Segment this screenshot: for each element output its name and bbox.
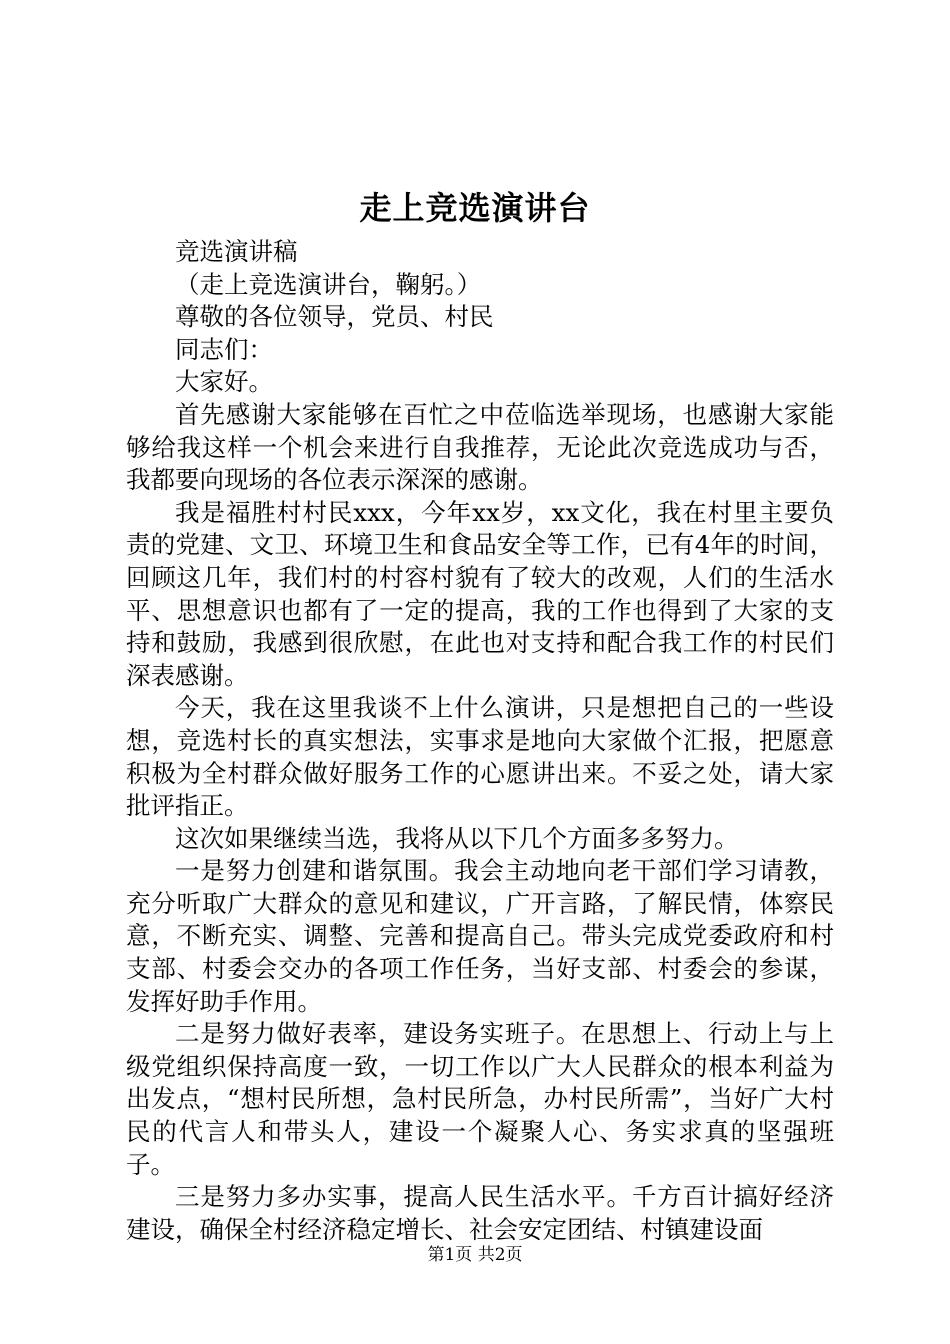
paragraph-heading: 竞选演讲稿 (175, 237, 298, 266)
paragraph-point-two: 二是努力做好表率，建设务实班子。在思想上、行动上与上级党组织保持高度一致，一切工作以广大人民群众的根本利益为出发点，“想村民所想，急村民所急，办村民所需”，当好广大村民的代言人和带头人，建设一个凝聚人心、务实求真的坚强班子。 (126, 1019, 834, 1179)
document-body (126, 236, 834, 1246)
document-title: 走上竞选演讲台 (359, 189, 591, 227)
paragraph-stage-note: （走上竞选演讲台，鞠躬。） (175, 269, 482, 299)
paragraph-salutation: 尊敬的各位领导，党员、村民 (175, 302, 494, 332)
paragraph-comrades: 同志们： (175, 334, 273, 364)
page-footer: 第1页 共2页 (427, 1245, 523, 1265)
paragraph-point-one: 一是努力创建和谐氛围。我会主动地向老干部们学习请教，充分听取广大群众的意见和建议，广开言路，了解民情，体察民意，不断充实、调整、完善和提高自己。带头完成党委政府和村支部、村委会交办的各项工作任务，当好支部、村委会的参谋，发挥好助手作用。 (126, 856, 834, 1016)
paragraph-intent: 今天，我在这里我谈不上什么演讲，只是想把自己的一些设想，竞选村长的真实想法，实事求是地向大家做个汇报，把愿意积极为全村群众做好服务工作的心愿讲出来。不妥之处，请大家批评指正。 (126, 693, 834, 821)
paragraph-plan-intro: 这次如果继续当选，我将从以下几个方面多多努力。 (175, 823, 739, 853)
paragraph-point-three: 三是努力多办实事，提高人民生活水平。千方百计搞好经济建设，确保全村经济稳定增长、社会安定团结、村镇建设面 (126, 1182, 834, 1244)
paragraph-thanks: 首先感谢大家能够在百忙之中莅临选举现场，也感谢大家能够给我这样一个机会来进行自我推荐，无论此次竞选成功与否，我都要向现场的各位表示深深的感谢。 (126, 399, 834, 495)
paragraph-introduction: 我是福胜村村民xxx，今年xx岁，xx文化，我在村里主要负责的党建、文卫、环境卫生和食品安全等工作，已有4年的时间，回顾这几年，我们村的村容村貌有了较大的改观，人们的生活水平、思想意识也都有了一定的提高，我的工作也得到了大家的支持和鼓励，我感到很欣慰，在此也对支持和配合我工作的村民们深表感谢。 (126, 497, 834, 690)
paragraph-greeting: 大家好。 (175, 367, 273, 397)
